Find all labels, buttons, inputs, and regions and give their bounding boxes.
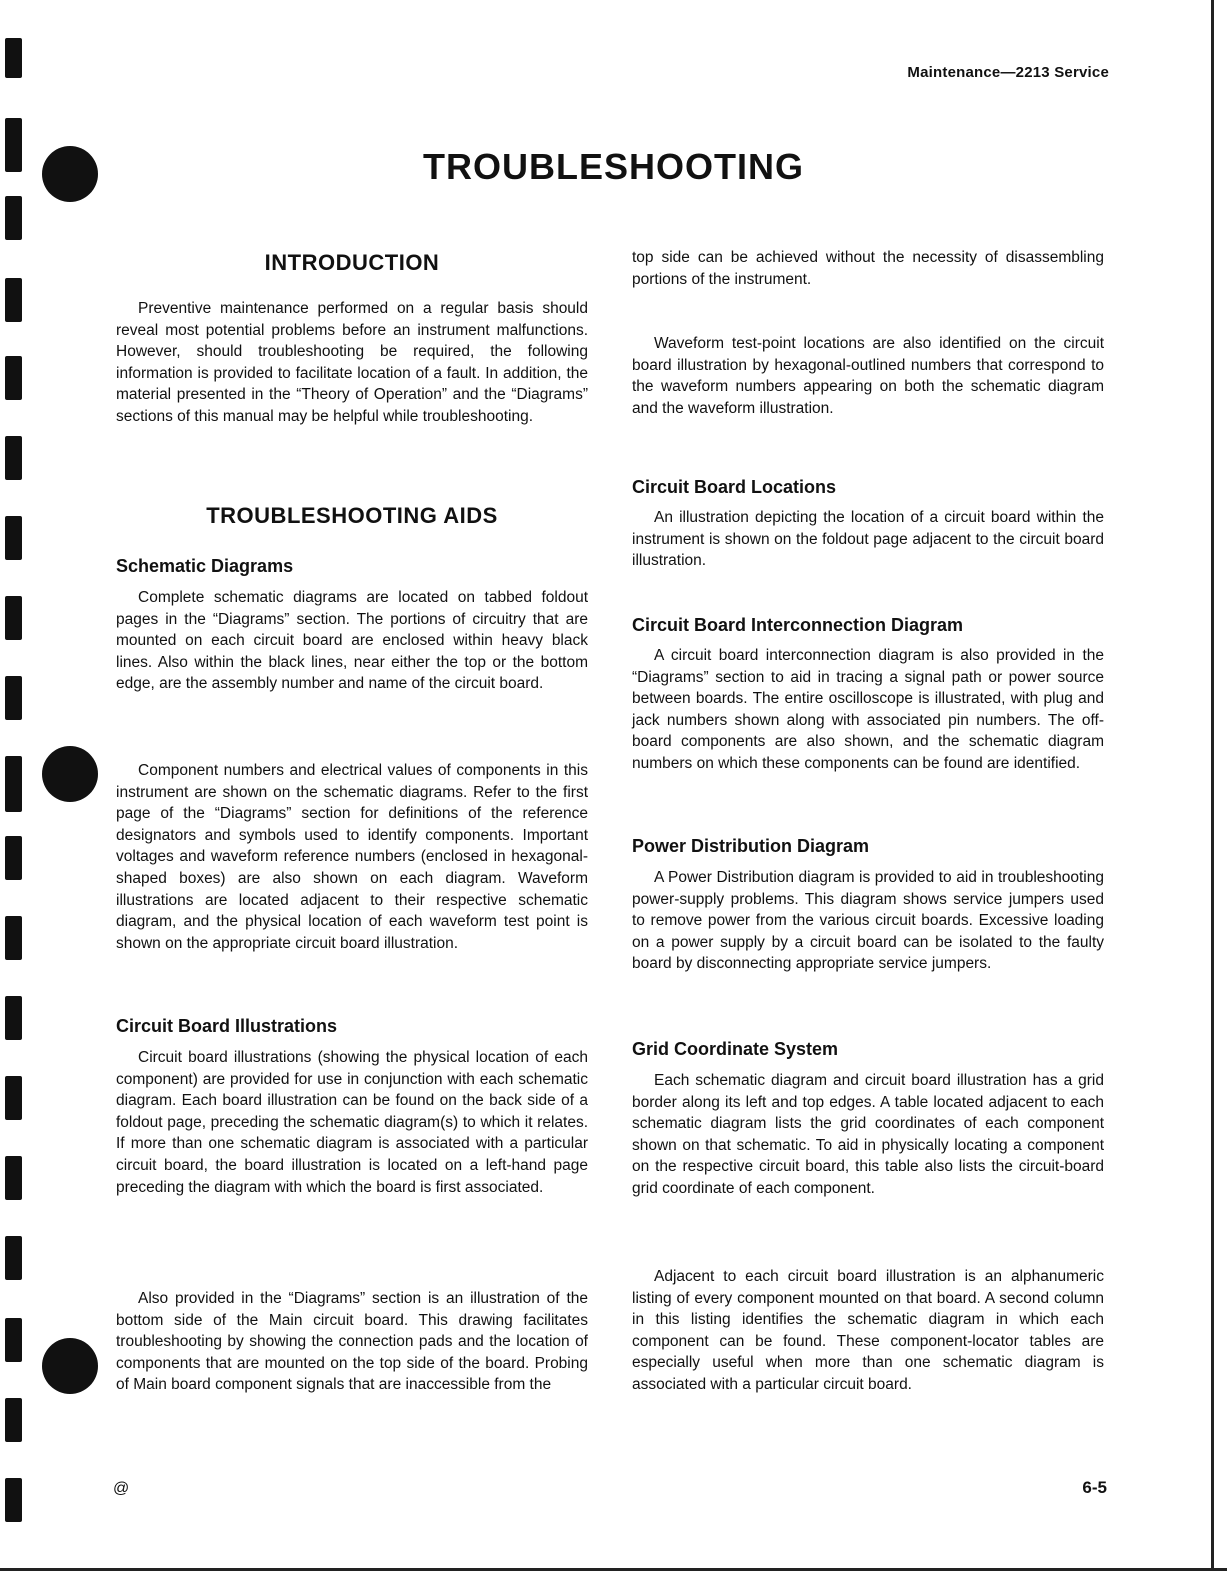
binding-mark	[5, 756, 22, 812]
footer-symbol: @	[113, 1480, 130, 1497]
page-number: 6-5	[1082, 1478, 1107, 1497]
binding-mark	[5, 1478, 22, 1522]
running-head: Maintenance—2213 Service	[907, 64, 1109, 81]
interconnection-diagram-text: A circuit board interconnection diagram is also provided in the “Diagrams” section to aid in tracing a signal path or power source between boards. The entire oscilloscope is illustrated, with plug and jack numbers shown along with associated pin numbers. The off-board components are also shown, and the schematic diagram numbers on which these components can be found are identified.	[632, 647, 1104, 772]
waveform-test-point-text: Waveform test-point locations are also identified on the circuit board illustration by hexagonal-outlined numbers that correspond to the waveform numbers appearing on both the schematic diagram and the waveform illustration.	[632, 335, 1104, 417]
grid-coordinate-heading: Grid Coordinate System	[632, 1039, 839, 1059]
page-edge-right	[1211, 0, 1214, 1570]
binding-mark	[5, 196, 22, 240]
grid-coordinate-text-1: Each schematic diagram and circuit board illustration has a grid border along its left and top edges. A table located adjacent to each schematic diagram lists the grid coordinates of each component shown on that schematic. To aid in physically locating a component on the respective circuit board, this table also lists the circuit-board grid coordinate of each component.	[632, 1072, 1104, 1197]
power-distribution-heading: Power Distribution Diagram	[632, 836, 870, 856]
punch-hole	[42, 746, 98, 802]
binding-mark	[5, 1236, 22, 1280]
troubleshooting-aids-heading: TROUBLESHOOTING AIDS	[206, 503, 498, 528]
binding-mark	[5, 516, 22, 560]
binding-mark	[5, 836, 22, 880]
punch-hole	[42, 1338, 98, 1394]
schematic-diagrams-text-1: Complete schematic diagrams are located on tabbed foldout pages in the “Diagrams” section. The portions of circuitry that are mounted on each circuit board are enclosed within heavy black lines. Also within the black lines, near either the top or the bottom edge, are the assembly number and name of the circuit board.	[116, 589, 588, 693]
page-title: TROUBLESHOOTING	[423, 146, 804, 187]
circuit-board-locations-text: An illustration depicting the location of a circuit board within the instrument is shown on the foldout page adjacent to the circuit board illustration.	[632, 509, 1104, 570]
binding-mark	[5, 356, 22, 400]
binding-mark	[5, 38, 22, 78]
binding-mark	[5, 1076, 22, 1120]
circuit-board-illustrations-heading: Circuit Board Illustrations	[116, 1016, 338, 1036]
circuit-board-illustrations-text-2: Also provided in the “Diagrams” section is an illustration of the bottom side of the Main circuit board. This drawing facilitates troubleshooting by showing the connection pads and the location of components that are mounted on the top side of the board. Probing of Main board component signals that are inaccessible from the	[116, 1290, 588, 1394]
introduction-text: Preventive maintenance performed on a regular basis should reveal most potential problems before an instrument malfunctions. However, should troubleshooting be required, the following information is provided to facilitate location of a fault. In addition, the material presented in the “Theory of Operation” and the “Diagrams” sections of this manual may be helpful while troubleshooting.	[116, 300, 588, 425]
binding-mark	[5, 1318, 22, 1362]
binding-mark	[5, 1156, 22, 1200]
page-edge-bottom	[0, 1568, 1227, 1571]
binding-mark	[5, 436, 22, 480]
interconnection-diagram-heading: Circuit Board Interconnection Diagram	[632, 615, 964, 635]
binding-mark	[5, 1398, 22, 1442]
schematic-diagrams-heading: Schematic Diagrams	[116, 556, 294, 576]
binding-mark	[5, 596, 22, 640]
introduction-heading: INTRODUCTION	[264, 250, 440, 275]
schematic-diagrams-text-2: Component numbers and electrical values of components in this instrument are shown on the schematic diagrams. Refer to the first page of the “Diagrams” section for definitions of the reference designators and symbols used to identify components. Important voltages and waveform reference numbers (enclosed in hexagonal-shaped boxes) are also shown on each diagram. Waveform illustrations are located adjacent to their respective schematic diagram, and the physical location of each waveform test point is shown on the appropriate circuit board illustration.	[116, 762, 588, 952]
circuit-board-illustrations-text-1: Circuit board illustrations (showing the physical location of each component) are provided for use in conjunction with each schematic diagram. Each board illustration can be found on the back side of a foldout page, preceding the schematic diagram(s) to which it relates. If more than one schematic diagram is associated with a particular circuit board, the board illustration is located on a left-hand page preceding the diagram with which the board is first associated.	[116, 1049, 588, 1196]
binding-mark	[5, 676, 22, 720]
binding-mark	[5, 996, 22, 1040]
power-distribution-text: A Power Distribution diagram is provided to aid in troubleshooting power-supply problems. This diagram shows service jumpers used to remove power from the various circuit boards. Excessive loading on a power supply by a circuit board can be isolated to the faulty board by disconnecting appropriate service jumpers.	[632, 869, 1104, 973]
binding-mark	[5, 916, 22, 960]
binding-mark	[5, 278, 22, 322]
grid-coordinate-text-2: Adjacent to each circuit board illustration is an alphanumeric listing of every component mounted on that board. A second column in this listing identifies the schematic diagram in which each component can be found. These component-locator tables are especially useful when more than one schematic diagram is associated with a particular circuit board.	[632, 1268, 1104, 1393]
circuit-board-locations-heading: Circuit Board Locations	[632, 477, 837, 497]
continued-text: top side can be achieved without the necessity of disassembling portions of the instrument.	[632, 249, 1104, 288]
